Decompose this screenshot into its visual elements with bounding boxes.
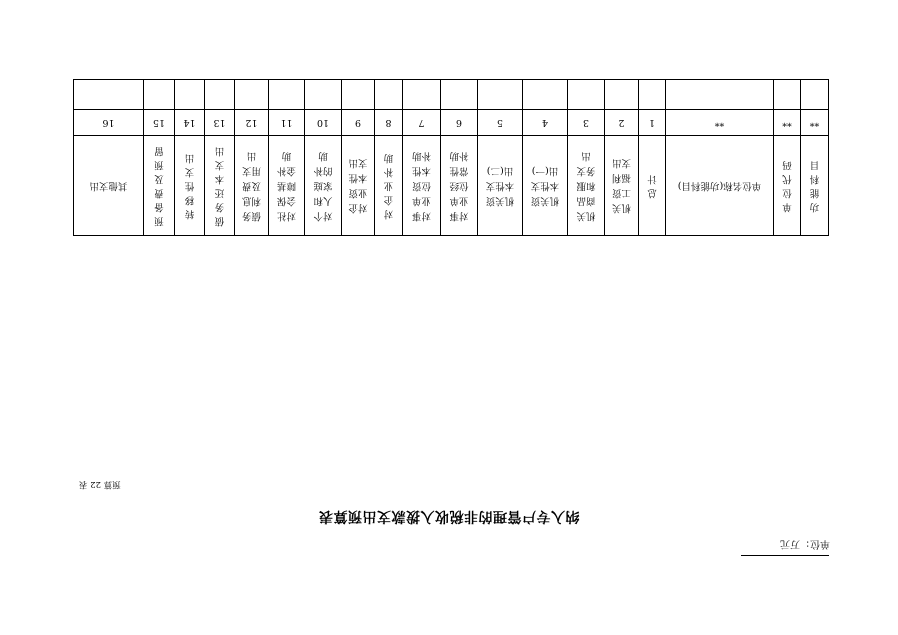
index-cell: 9	[342, 110, 375, 136]
header-cell: 机关资本性支出(一)	[523, 136, 568, 236]
header-cell: 总计	[639, 136, 666, 236]
unit-label: 单位：万元	[780, 538, 830, 549]
empty-cell	[342, 80, 375, 110]
index-cell: 12	[235, 110, 269, 136]
index-cell: **	[666, 110, 774, 136]
header-cell: 债务还本支出	[205, 136, 235, 236]
index-cell: 15	[144, 110, 175, 136]
empty-cell	[568, 80, 605, 110]
empty-cell	[523, 80, 568, 110]
table-number: 预算 22 表	[79, 479, 121, 489]
index-cell: 5	[478, 110, 523, 136]
index-cell: 3	[568, 110, 605, 136]
header-cell: 对企业补助	[375, 136, 403, 236]
empty-cell	[403, 80, 441, 110]
header-cell: 单位名称(功能科目)	[666, 136, 774, 236]
empty-cell	[801, 80, 829, 110]
empty-cell	[605, 80, 639, 110]
index-cell: 1	[639, 110, 666, 136]
index-cell: 14	[175, 110, 205, 136]
empty-cell	[269, 80, 305, 110]
empty-cell	[774, 80, 801, 110]
header-cell: 转移性支出	[175, 136, 205, 236]
header-cell: 机关商品和服务支出	[568, 136, 605, 236]
header-cell: 对企业资本性支出	[342, 136, 375, 236]
header-cell: 对个人和家庭的补助	[305, 136, 342, 236]
header-cell: 其他支出	[74, 136, 144, 236]
empty-cell	[478, 80, 523, 110]
page-title: 纳入专户管理的非税收入拨款支出预算表	[318, 508, 580, 524]
empty-cell	[639, 80, 666, 110]
index-cell: 4	[523, 110, 568, 136]
empty-cell	[175, 80, 205, 110]
empty-row	[74, 80, 829, 110]
empty-cell	[235, 80, 269, 110]
empty-cell	[375, 80, 403, 110]
header-cell: 预备费及预留	[144, 136, 175, 236]
index-cell: 13	[205, 110, 235, 136]
index-cell: 11	[269, 110, 305, 136]
header-cell: 单位代码	[774, 136, 801, 236]
empty-cell	[305, 80, 342, 110]
empty-cell	[205, 80, 235, 110]
index-cell: 10	[305, 110, 342, 136]
empty-cell	[74, 80, 144, 110]
header-cell: 债务利息及费用支出	[235, 136, 269, 236]
header-cell: 对事业单位资本性补助	[403, 136, 441, 236]
index-cell: 2	[605, 110, 639, 136]
index-cell: **	[801, 110, 829, 136]
header-cell: 对社会保障基金补助	[269, 136, 305, 236]
header-cell: 机关资本性支出(二)	[478, 136, 523, 236]
budget-table	[73, 79, 829, 236]
index-cell: **	[774, 110, 801, 136]
unit-underline	[741, 555, 829, 556]
header-cell: 功能科目	[801, 136, 829, 236]
empty-cell	[144, 80, 175, 110]
index-cell: 7	[403, 110, 441, 136]
empty-cell	[441, 80, 478, 110]
index-cell: 16	[74, 110, 144, 136]
header-cell: 对事业单位经常性补助	[441, 136, 478, 236]
empty-cell	[666, 80, 774, 110]
header-row	[74, 136, 829, 236]
header-cell: 机关工资福利支出	[605, 136, 639, 236]
index-row	[74, 110, 829, 136]
index-cell: 8	[375, 110, 403, 136]
index-cell: 6	[441, 110, 478, 136]
